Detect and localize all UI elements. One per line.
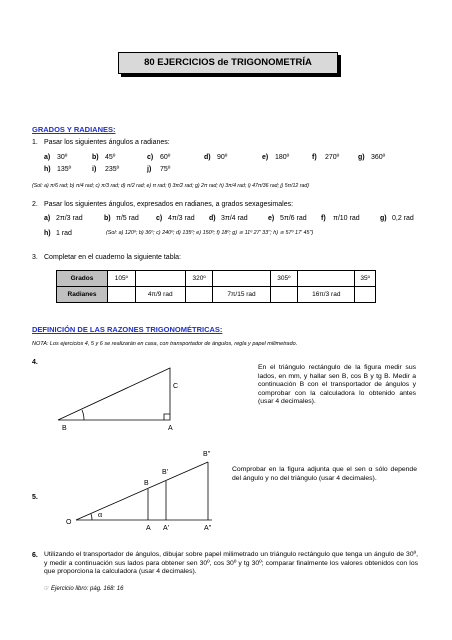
exercise-2-h-key: h): [44, 230, 51, 237]
table-cell: 305º: [270, 271, 298, 287]
option-value: π/5 rad: [116, 215, 139, 222]
exercise-2-h-value: 1 rad: [56, 230, 72, 237]
option-key: j): [147, 166, 152, 173]
angle-alpha-arc: [91, 514, 92, 520]
table-cell: 320º: [185, 271, 213, 287]
option-value: 0,2 rad: [392, 215, 414, 222]
figure-5-triangles: [76, 462, 212, 520]
section-note: NOTA: Los ejercicios 4, 5 y 6 se realizarán en casa, con transportador de ángulos, regla y papel milimetrado.: [32, 341, 298, 347]
option-value: 270º: [325, 154, 340, 161]
exercise-2-statement: Pasar los siguientes ángulos, expresados en radianes, a grados sexagesimales:: [44, 201, 294, 208]
label-a-fig5: A: [146, 525, 151, 532]
label-a-fig4: A: [168, 425, 173, 432]
option-key: c): [147, 154, 154, 161]
exercise-4-number: 4.: [32, 359, 38, 366]
option-value: 45º: [105, 154, 116, 161]
option-key: d): [204, 154, 211, 161]
exercise-3-statement: Completar en el cuaderno la siguiente tabla:: [44, 254, 181, 261]
label-a1-fig5: A': [163, 525, 170, 532]
option-value: 235º: [105, 166, 120, 173]
option-key: e): [262, 154, 269, 161]
exercise-6-number: 6.: [32, 552, 38, 559]
right-angle-mark: [164, 414, 170, 420]
option-value: 180º: [275, 154, 290, 161]
label-o: O: [66, 519, 72, 526]
exercise-1-statement: Pasar los siguientes ángulos a radianes:: [44, 139, 170, 146]
label-b2-fig5: B'': [203, 451, 211, 458]
document-title: 80 EJERCICIOS de TRIGONOMETRÍA: [118, 52, 338, 74]
table-cell: 35º: [355, 271, 376, 287]
option-value: π/10 rad: [333, 215, 360, 222]
label-a2-fig5: A'': [204, 525, 212, 532]
option-value: 135º: [57, 166, 72, 173]
exercise-5-text: Comprobar en la figura adjunta que el sen α sólo depende del ángulo y no del triángulo (usar 4 decimales).: [232, 466, 417, 482]
label-alpha: α: [98, 510, 103, 519]
option-value: 4π/3 rad: [168, 215, 195, 222]
option-value: 90º: [217, 154, 228, 161]
exercise-2-number: 2.: [32, 201, 38, 208]
label-c-fig4: C: [173, 383, 179, 390]
exercise-1-number: 1.: [32, 139, 38, 146]
table-cell: 16π/3 rad: [298, 287, 355, 303]
option-value: 5π/6 rad: [280, 215, 307, 222]
option-key: f): [321, 215, 326, 222]
exercise-1-solution: (Sol: a) π/6 rad; b) π/4 rad; c) π/3 rad; d) π/2 rad; e) π rad; f) 3π/2 rad; g) 2π rad; h) 3π/4 rad; i) 47π/36 rad; j) 5π/12 rad): [32, 183, 309, 189]
option-key: b): [92, 154, 99, 161]
section-heading-grados-radianes: GRADOS Y RADIANES:: [32, 125, 116, 134]
exercise-6-text: Utilizando el transportador de ángulos, dibujar sobre papel milimetrado un triángulo rectángulo que tenga un ángulo de 30º, y medir a continuación sus lados para obtener sen 30º, cos 30º y tg 30º; comparar finalmente los valores obtenidos con los que proporciona la calculadora (usar 4 decimales).: [44, 551, 418, 576]
option-key: h): [44, 166, 51, 173]
option-key: e): [268, 215, 275, 222]
option-key: i): [92, 166, 97, 173]
option-key: d): [209, 215, 216, 222]
triangle-abc: [58, 368, 170, 420]
label-b1-fig5: B': [162, 469, 169, 476]
option-key: a): [44, 215, 51, 222]
option-key: b): [104, 215, 111, 222]
option-key: g): [380, 215, 387, 222]
angle-b-arc: [82, 410, 84, 420]
label-b-fig5: B: [144, 480, 149, 487]
option-key: c): [156, 215, 163, 222]
label-b-fig4: B: [62, 425, 67, 432]
exercise-2-solution: (Sol: a) 120º; b) 36º; c) 240º; d) 135º; e) 150º; f) 18º; g) ≅ 11º 27' 33''; h) ≅ 57º 17' 45''): [106, 230, 314, 236]
option-value: 60º: [160, 154, 171, 161]
figure-4-triangle: [58, 368, 170, 420]
option-value: 3π/4 rad: [221, 215, 248, 222]
option-key: g): [358, 154, 365, 161]
option-value: 75º: [160, 166, 171, 173]
pointing-hand-icon: ☞: [44, 586, 52, 592]
exercise-6-reference-text: Ejercicio libro: pág. 168: 16: [51, 586, 124, 592]
table-cell: 105º: [108, 271, 136, 287]
hypotenuse-line: [76, 462, 208, 520]
exercise-4-text: En el triángulo rectángulo de la figura medir sus lados, en mm, y hallar sen B, cos B y tg B. Medir a continuación B con el transportador de ángulos y comprobar con la calculadora lo obtenido antes (usar 4 decimales).: [258, 364, 416, 406]
section-heading-razones: DEFINICIÓN DE LAS RAZONES TRIGONOMÉTRICAS:: [32, 325, 223, 334]
table-cell: 7π/15 rad: [213, 287, 270, 303]
table-header-radianes: Radianes: [57, 287, 108, 303]
option-key: a): [44, 154, 51, 161]
exercise-3-number: 3.: [32, 254, 38, 261]
table-cell: 4π/9 rad: [135, 287, 185, 303]
exercise-5-number: 5.: [32, 494, 38, 501]
table-header-grados: Grados: [57, 271, 108, 287]
option-value: 30º: [57, 154, 68, 161]
option-value: 360º: [371, 154, 386, 161]
option-value: 2π/3 rad: [56, 215, 83, 222]
option-key: f): [312, 154, 317, 161]
